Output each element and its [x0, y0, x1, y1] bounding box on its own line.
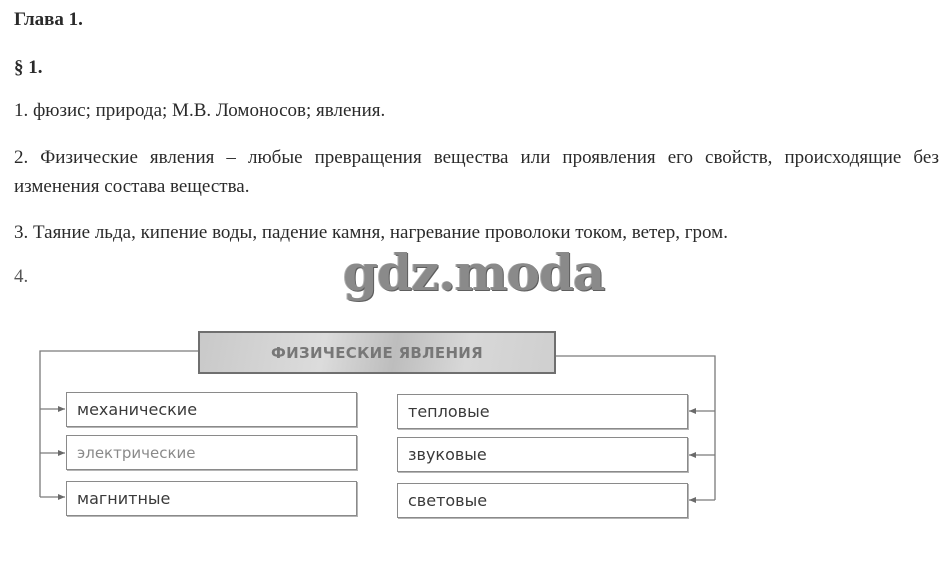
diagram-title-box: [198, 331, 556, 374]
box-light-label: световые: [408, 491, 488, 510]
box-magnetic: [66, 481, 357, 516]
box-thermal: [397, 394, 688, 429]
diagram-title: ФИЗИЧЕСКИЕ ЯВЛЕНИЯ: [270, 343, 484, 362]
box-electrical-label: электрические: [77, 443, 196, 462]
paragraph-heading: § 1.: [14, 57, 43, 78]
box-mechanical: [66, 392, 357, 427]
box-sound-label: звуковые: [408, 445, 487, 464]
box-electrical: [66, 435, 357, 470]
box-thermal-label: тепловые: [408, 402, 490, 421]
box-sound: [397, 437, 688, 472]
answer-3: 3. Таяние льда, кипение воды, падение камня, нагревание проволоки током, ветер, гром.: [14, 222, 728, 243]
answer-4: 4.: [14, 266, 29, 287]
box-light: [397, 483, 688, 518]
watermark: gdz.moda: [343, 243, 605, 302]
chapter-heading: Глава 1.: [14, 9, 83, 30]
answer-2: 2. Физические явления – любые превращения вещества или проявления его свойств, происходящие без изменения состава вещества.: [14, 147, 939, 197]
box-mechanical-label: механические: [77, 400, 198, 419]
box-magnetic-label: магнитные: [77, 489, 171, 508]
answer-1: 1. фюзис; природа; М.В. Ломоносов; явления.: [14, 100, 386, 121]
